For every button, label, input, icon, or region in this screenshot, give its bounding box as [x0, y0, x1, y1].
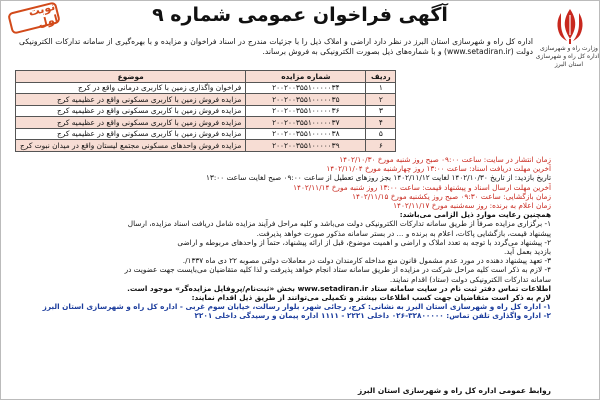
note-line: ۱- اداره کل راه و شهرسازی استان البرز به نشانی: کرج، رجائی شهر، بلوار رسالت، خیابان سوم غربی - اداره کل راه و شهرسازی استان البرز: [42, 302, 551, 312]
note-line: زمان انتشار در سایت: ساعت ۰۹:۰۰ صبح روز شنبه مورخ ۱۴۰۲/۱۰/۳۰: [339, 155, 551, 164]
row-number: ۵: [366, 128, 396, 140]
ministry-line-3: استان البرز: [554, 61, 584, 68]
footer-signature: روابط عمومی اداره کل راه و شهرسازی استان البرز: [357, 386, 551, 395]
ministry-label: [535, 45, 599, 69]
note-line: اطلاعات تماس دفتر ثبت نام در سایت سامانه ستاد www.setadiran.ir بخش «ثبت‌نام/پروفایل مزایده‌گر» موجود است.: [127, 283, 551, 293]
page-title: آگهی فراخوان عمومی شماره ۹: [152, 4, 448, 26]
note-line: سامانه تدارکات الکترونیکی دولت (ستاد) اقدام نمایند.: [389, 274, 551, 284]
auction-table: [15, 70, 396, 152]
table-row: [16, 128, 396, 140]
note-line: همچنین رعایت موارد ذیل الزامی می‌باشد:: [399, 210, 551, 220]
note-line: پیشنهاد قیمت، بازگشایی پاکات، اعلام به برنده و ... در بستر سامانه مذکور صورت خواهد پذیرفت.: [256, 228, 551, 238]
auction-subject: مزایده فروش زمین با کاربری مسکونی واقع در عظیمیه کرج: [16, 94, 246, 106]
row-number: ۶: [366, 140, 396, 152]
auction-code: ۲۰۰۲۰۰۳۵۵۱۰۰۰۰۰۳۷: [246, 117, 366, 129]
note-line: ۴- لازم به ذکر است کلیه مراحل شرکت در مزایده از طریق سامانه ستاد انجام خواهد پذیرفت و لذا کلیه متقاضیان می‌بایست جهت عضویت در: [124, 265, 551, 275]
row-number: ۳: [366, 105, 396, 117]
auction-subject: مزایده فروش زمین با کاربری مسکونی واقع در عظیمیه کرج: [16, 128, 246, 140]
table-row: [16, 105, 396, 117]
note-line: ۳- تعهد پیشنهاد دهنده در مورد عدم مشمول قانون منع مداخله کارمندان دولت در معاملات دولتی مصوبه ۲۲ دی ماه ۱۳۳۷/.: [182, 256, 551, 266]
intro-paragraph: اداره کل راه و شهرسازی استان البرز در نظر دارد اراضی و املاک ذیل را با جزئیات مندرج در اسناد فراخوان و مزایده و با بهره‌گیری از سامانه تدارکات الکترونیکی دولت (www.setadiran.ir) و با شماره‌های ذیل بصورت الکترونیکی به فروش برساند.: [19, 37, 533, 56]
auction-subject: فراخوان واگذاری زمین با کاربری درمانی واقع در کرج: [16, 82, 246, 94]
row-number: ۱: [366, 82, 396, 94]
auction-code: ۲۰۰۲۰۰۳۵۵۱۰۰۰۰۰۳۸: [246, 128, 366, 140]
col-code-header: شماره مزایده: [246, 71, 366, 83]
note-line: لازم به ذکر است متقاضیان جهت کسب اطلاعات بیشتر و تکمیلی می‌توانند از طریق ذیل اقدام نمایند:: [191, 293, 551, 303]
table-row: [16, 140, 396, 152]
note-line: زمان بازگشایی: ساعت ۰۹:۳۰ صبح روز یکشنبه مورخ ۱۴۰۲/۱۱/۱۵: [352, 191, 551, 201]
notes-section: [19, 155, 551, 321]
row-number: ۴: [366, 117, 396, 129]
auction-subject: مزایده فروش زمین با کاربری مسکونی واقع در عظیمیه کرج: [16, 105, 246, 117]
ministry-line-1: وزارت راه و شهرسازی: [540, 45, 598, 52]
note-line: زمان اعلام به برنده: روز سه‌شنبه مورخ ۱۴۰۲/۱۱/۱۷: [393, 201, 551, 211]
table-row: [16, 117, 396, 129]
iran-emblem-icon: [547, 5, 593, 45]
auction-subject: مزایده فروش واحدهای مسکونی مجتمع لیستان واقع در میدان نبوت کرج: [16, 140, 246, 152]
auction-code: ۲۰۰۲۰۰۳۵۵۱۰۰۰۰۰۳۹: [246, 140, 366, 152]
ministry-line-2: اداره کل راه و شهرسازی: [535, 53, 599, 60]
note-line: ۱- برگزاری مزایده صرفاً از طریق سامانه تدارکات الکترونیکی دولت می‌باشد و کلیه مراحل فرآیند مزایده شامل دریافت اسناد مزایده، ارسال: [127, 219, 551, 229]
auction-subject: مزایده فروش زمین با کاربری مسکونی واقع در عظیمیه کرج: [16, 117, 246, 129]
auction-code: ۲۰۰۲۰۰۳۵۵۱۰۰۰۰۰۳۵: [246, 94, 366, 106]
table-row: [16, 82, 396, 94]
row-number: ۲: [366, 94, 396, 106]
col-subject-header: موضوع: [16, 71, 246, 83]
note-line: تاریخ بازدید: از تاریخ ۱۴۰۲/۱۰/۳۰ لغایت ۱۴۰۲/۱۱/۱۲ بجز روزهای تعطیل از ساعت ۰۹:۰۰ صبح لغایت ساعت ۱۳:۰۰: [206, 173, 551, 183]
note-line: آخرین مهلت ارسال اسناد و پیشنهاد قیمت: ساعت ۱۳:۰۰ روز شنبه مورخ ۱۴۰۲/۱۱/۱۴: [293, 182, 551, 192]
note-line: ۲- پیشنهاد می‌گردد با توجه به تعدد املاک و اراضی و اهمیت موضوع، قبل از ارائه پیشنهاد، حتماً از واحدهای مربوطه و اراضی: [177, 237, 551, 247]
table-header-row: [16, 71, 396, 83]
note-line: ۲- اداره واگذاری تلفن تماس: ۳۲۸۰۰۰۰۰-۰۲۶ داخلی ۲۲۲۱ - ۱۱۱۱ اداره پیمان و رسیدگی داخلی ۲۲۰۱: [194, 311, 551, 321]
note-line: بازدید بعمل آید.: [503, 247, 551, 257]
round-badge: نوبت اول: [7, 1, 61, 34]
col-row-header: ردیف: [366, 71, 396, 83]
table-row: [16, 94, 396, 106]
auction-code: ۲۰۰۲۰۰۳۵۵۱۰۰۰۰۰۳۶: [246, 105, 366, 117]
note-line: آخرین مهلت دریافت اسناد: ساعت ۱۳:۰۰ روز چهارشنبه مورخ ۱۴۰۲/۱۱/۰۴: [326, 164, 551, 174]
auction-code: ۲۰۰۲۰۰۳۵۵۱۰۰۰۰۰۳۴: [246, 82, 366, 94]
